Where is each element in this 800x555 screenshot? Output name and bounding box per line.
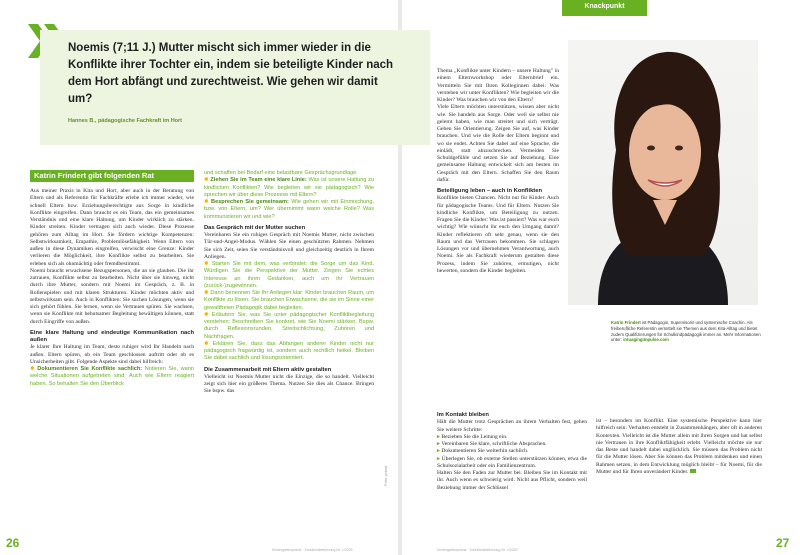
page-number-left: 26 [6, 536, 20, 550]
section-tab [562, 0, 647, 16]
paragraph: Je klarer Ihre Haltung im Team, desto ruhiger wird Ihr Handeln nach außen. Eltern spüren, ob ein Team geschlossen auftritt oder ob es Unsicherheiten gibt. Folgende Aspekte sind dabei hilfreich: [30, 344, 194, 365]
author-name: Katrin Frindert [611, 320, 641, 325]
list-item [437, 441, 587, 448]
author-website-link[interactable]: intuagingimpulse.com [623, 337, 669, 343]
star-bullet-icon: ✸ [204, 177, 211, 184]
paragraph: Vereinbaren Sie ein ruhiges Gespräch mit Noemis Mutter, nicht zwischen Tür-und-Angel-Modus. Wählen Sie einen geschützten Rahmen. Nehmen Sie sich Zeit, seien Sie verständnisvoll und gleichzeitig deutlich in Ihrem Anliegen. [204, 232, 374, 260]
footer-right: Kindergartenpraxis · Schulkindbetreuung Nr. 1/2025 [437, 548, 518, 552]
star-bullet-icon: ✸ [30, 366, 38, 372]
paragraph [596, 418, 762, 476]
left-column-2 [204, 170, 374, 396]
section-tab-label: Knackpunkt [584, 3, 625, 10]
arrow-bullet-icon: ▸ [437, 433, 442, 440]
left-column-1 [30, 188, 194, 388]
tip-text: Erläutern Sie, was Sie unter pädagogischer Konfliktbegleitung verstehen: Beschreiben Sie konkret, wie Sie Noemi stärken. Bspw. durch Reflexionsrunden, Streitschlichtung, Zuhören und Nachfragen. [204, 311, 374, 340]
footer-left: Kindergartenpraxis · Schulkindbetreuung Nr. 1/2025 [272, 548, 353, 552]
star-bullet-icon: ✸ [204, 311, 212, 318]
advice-heading-bar [30, 170, 194, 182]
paragraph: Noemi braucht erwachsene Bezugspersonen, die an sie glauben. Die ihr zutrauen, Konflikte selbst zu bearbeiten. Nicht über sie hinweg, nicht durch ihre Mutter, sondern mit Noemi im Gespräch, z. B. in Rollenspielen und mit klaren Strukturen. Kinder möchten aktiv und selbstwirksam sein. Auch in Konflikten: Sie suchen Lösungen, wenn sie sich gehört fühlen. Sie lernen, wenn sie Vertrauen spüren. Sie wachsen, wenn sie Konflikte mit behutsamer Begleitung bewältigen können, statt durch Eingriffe von außen. [30, 267, 194, 325]
tip-text: Erklären Sie, dass das Abfangen anderer Kinder nicht nur pädagogisch fragwürdig ist, sondern auch rechtlich heikel. Bleiben Sie dabei sachlich und lösungsorientiert. [204, 340, 374, 362]
tip-title: Ziehen Sie im Team eine klare Linie: [210, 177, 307, 184]
author-caption [611, 320, 761, 343]
tip-item [204, 199, 374, 221]
arrow-bullet-icon: ▸ [437, 441, 442, 447]
arrow-bullet-icon: ▸ [437, 448, 442, 455]
author-bio: ist Pädagogin, Supervisorin und systemische Coachin. Als freiberufliche Referentin vermittelt sie Themen aus dem Kita-Alltag und bietet zudem Qualifizierungen für Schulkindpädagogik immer an. Mehr Informationen unter: [611, 320, 761, 343]
paragraph: Hält die Mutter trotz Gesprächen an ihrem Verhalten fest, gehen Sie weitere Schritte: [437, 419, 587, 433]
tip-item [204, 312, 374, 341]
paragraph: Konflikte bieten Chancen. Nicht nur für Kinder. Auch für pädagogische Teams. Und für Eltern. Nutzen Sie kindliche Konflikte, um Beteiligung zu nutzen. Fragen Sie die Kinder: Was ist passiert? Was war euch wichtig? Wie wünscht ihr euch den Umgang damit? Kinder reflektieren oft sehr genau, wenn sie den Raum und das Vertrauen bekommen. Sie schlagen Lösungen vor und übernehmen Verantwortung, auch Noemi. Sie als Fachkraft wiederum gestalten diese Prozess, indem Sie zuhören, ermutigen, nicht bewerten, sondern die Kinder begleiten. [437, 195, 559, 274]
list-item-text: Bezieben Sie die Leitung ein. [441, 433, 508, 440]
right-column-1 [437, 68, 559, 275]
quote-attribution: Hannes B., pädagogische Fachkraft im Hort [68, 118, 182, 124]
star-bullet-icon: ✸ [204, 340, 213, 347]
tip-continuation: und schaffen bei Bedarf eine belastbare Gesprächsgrundlage. [204, 170, 358, 176]
paragraph: Aus meiner Praxis in Kita und Hort, aber auch in der Beratung von Eltern und als Referentin für Fachkräfte erlebe ich immer wieder, wie schnell Eltern bzw. Erziehungsberechtigte aus Sorge in kindliche Konflikte eingreifen. Dann braucht es ein Team, das ein gemeinsames Verständnis und eine klare Haltung, um Kinder wirklich zu stärken. Kinder streiten. Kinder vertragen sich auch wieder. Diese Prozesse gehören zum Alltag im Hort. Sie fördern wichtige Kompetenzen: Selbstwirksamkeit, Empathie, Problemlösefähigkeit. Wenn Eltern von außen in diese Dynamiken eingreifen, verwischt eine Grenze: Kinder verlieren die Möglichkeit, ihre Konflikte selbst zu bearbeiten. Sie erleben sich als ohnmächtig oder fremdbestimmt. [30, 188, 194, 267]
tip-item [30, 366, 194, 388]
tip-item [204, 290, 374, 312]
author-portrait [568, 40, 758, 305]
subheading: Im Kontakt bleiben [437, 412, 489, 418]
list-item-text: Vereinbaren Sie klare, schriftliche Absprachen. [441, 441, 547, 447]
tip-item [204, 261, 374, 290]
subheading: Das Gespräch mit der Mutter suchen [204, 224, 306, 231]
star-bullet-icon: ✸ [204, 261, 212, 267]
tip-title: Dokumentieren Sie Konflikte sachlich: [37, 366, 143, 372]
tip-text: Starten Sie mit dem, was verbindet: die Sorge um das Kind. Würdigen Sie die Perspektive der Mutter. Zeigen Sie echtes Interesse an ihren Gedanken, auch um ihr Vertrauen (zurück-)zugewinnen. [204, 261, 375, 289]
advice-heading: Katrin Frindert gibt folgenden Rat [34, 171, 154, 180]
paragraph: Halten Sie den Faden zur Mutter bei. Bleiben Sie im Kontakt mit ihr. Auch wenn es schwierig wird. Nicht aus Pflicht, sondern weil Beziehung immer der Schlüssel [437, 470, 587, 491]
list-item [437, 448, 587, 455]
paragraph: Vielleicht ist Noemis Mutter nicht die Einzige, die so handelt. Vielleicht zeigt sich hier ein größeres Thema. Nutzen Sie dies als Chance. Bringen Sie bspw. das [204, 373, 374, 395]
tip-text: Dann benennen Sie Ihr Anliegen klar: Kinder brauchen Raum, um Konflikte zu lösen. Sie brauchen Erwachsene, die sie im Sinne einer gewaltfreien Pädagogik dabei begleiten. [204, 290, 374, 311]
star-bullet-icon: ✸ [204, 199, 212, 205]
tip-text: Notieren Sie, wann welche Situationen aufgetreten sind. Auch wie Eltern reagiert haben. So behalten Sie den Überblick [30, 366, 194, 387]
question-quote: Noemis (7;11 J.) Mutter mischt sich immer wieder in die Konflikte ihrer Tochter ein, indem sie beteiligte Kinder nach dem Hort abfängt und zurechtweist. Wie gehen wir damit um? [68, 42, 394, 105]
paragraph: Viele Eltern möchten unterstützen, wissen aber nicht wie. Sie handeln aus Sorge. Oder weil sie selbst nie gelernt haben, wie man streitet und sich verträgt. Geben Sie Orientierung. Zeigen Sie auf, was Kinder brauchen. Und wie die Rolle der Eltern beginnt und wo sie endet. Achten Sie dabei auf eine Sprache, die einlädt, statt abzuschrecken. Vermeiden Sie Schuldgefühle und setzen Sie auf Beziehung. Eine gemeinsame Haltung entwickelt sich am besten im Gespräch mit den Eltern. Schaffen Sie den Raum dafür. [437, 104, 559, 183]
subheading: Beteiligung leben – auch in Konflikten [437, 188, 542, 194]
subheading: Eine klare Haltung und eindeutige Kommunikation nach außen [30, 329, 194, 343]
list-item-text: Dokumentieren Sie weiterhin sachlich. [441, 448, 529, 455]
right-column-3 [596, 418, 762, 476]
photo-credit: Foto: privat [383, 465, 388, 486]
portrait-illustration [568, 40, 758, 305]
star-bullet-icon: ✸ [204, 290, 211, 296]
right-column-2 [437, 408, 587, 492]
tip-title: Besprechen Sie gemeinsam: [211, 199, 289, 205]
paragraph-text: ist – besonders im Konflikt. Eine systemische Perspektive kann hier hilfreich sein: Verhalten entsteht in Zusammenhängen, aber oft in anderen Kontexten. Vielleicht ist die Mutter allein mit ihren Sorgen und hat selbst nie Vertrauen in ihre Konfliktfähigkeit erlebt. Vielleicht möchte sie nur das Beste und handelt dabei unglücklich. Sie müssen das Problem nicht für die Mutter lösen. Aber Sie können das Problem mitdenken und einen Rahmen setzen, in dem Entwicklung möglich bleibt – für Noemi, für die Mutter und für Ihren unverändert Kinder. [596, 418, 762, 475]
list-item-text: Überlegen Sie, ob externe Stellen unterstützen können, etwa die Schulsozialarbeit oder ein Familienzentrum. [437, 455, 587, 469]
steps-list [437, 434, 587, 470]
page-number-right: 27 [776, 536, 790, 550]
tip-text: Wie gehen wir mit Einmischung, bzw. von Eltern, um? Wer übernimmt wann welche Rolle? Was kommunizieren wir und wie? [204, 199, 374, 220]
paragraph: Thema „Konflikte unter Kindern – unsere Haltung" in einem Elternworkshop oder Elternbrief ein. Vermitteln Sie mit Ihren Kolleginnen dabei: Was verstehen wir unter Konflikten? Wie begleiten wir die Kinder? Was brauchen wir von den Eltern? [437, 68, 559, 103]
tip-item [204, 177, 374, 199]
list-item [437, 456, 587, 471]
subheading: Die Zusammenarbeit mit Eltern aktiv gestalten [204, 366, 332, 373]
list-item [437, 434, 587, 441]
arrow-bullet-icon: ▸ [437, 455, 442, 462]
tip-item [204, 341, 374, 363]
end-square-icon [690, 469, 696, 473]
tip-text: Was ist unsere Haltung zu kindlichen Konflikten? Wie begleiten wir sie pädagogisch? Wie sprechen wir über diese Prozesse mit Eltern? [204, 177, 374, 198]
